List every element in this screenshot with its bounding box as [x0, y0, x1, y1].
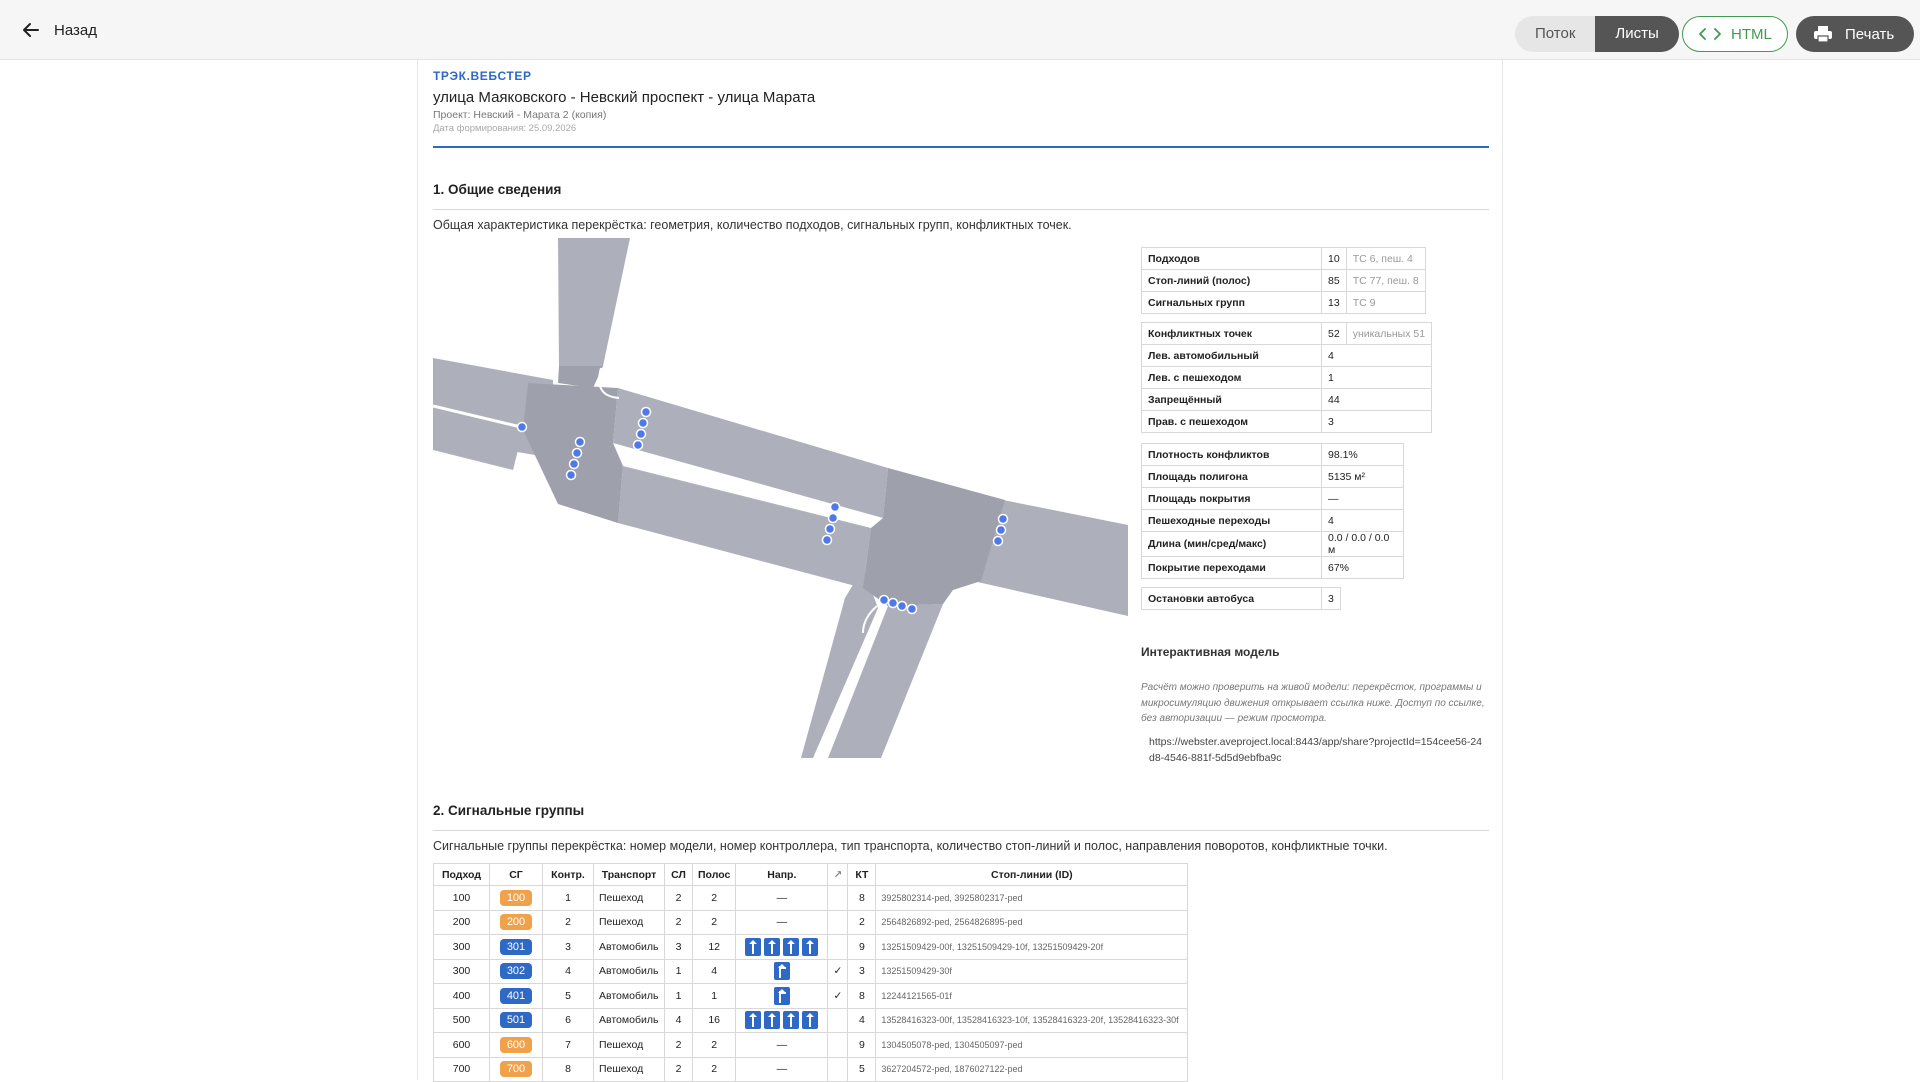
interactive-model-heading: Интерактивная модель — [1141, 645, 1280, 659]
controller-cell: 2 — [543, 910, 594, 935]
approach-cell: 700 — [434, 1057, 490, 1082]
conflict-points-cell: 8 — [848, 886, 876, 911]
table-row — [434, 1008, 1188, 1033]
approach-cell: 300 — [434, 935, 490, 960]
straight-arrow-icon — [802, 1011, 818, 1029]
back-label: Назад — [54, 21, 97, 39]
section-2-description: Сигнальные группы перекрёстка: номер модели, номер контроллера, тип транспорта, количество стоп-линий и полос, направления поворотов, конфликтные точки. — [433, 839, 1388, 853]
top-toolbar — [0, 0, 1920, 60]
lanes-cell: 2 — [693, 910, 736, 935]
signal-group-cell — [490, 910, 543, 935]
stop-lines-cell: 2 — [665, 910, 693, 935]
controller-cell: 6 — [543, 1008, 594, 1033]
section-1-heading: 1. Общие сведения — [433, 182, 562, 197]
direction-arrows — [745, 1011, 818, 1029]
print-label: Печать — [1845, 25, 1895, 43]
approach-cell: 300 — [434, 959, 490, 984]
free-turn-cell — [828, 1008, 848, 1033]
lanes-cell: 12 — [693, 935, 736, 960]
directions-cell: — — [736, 886, 828, 911]
table-row: Пешеходные переходы 4 — [1142, 510, 1404, 532]
back-button[interactable] — [22, 18, 97, 42]
signal-group-cell — [490, 1008, 543, 1033]
table-row — [434, 959, 1188, 984]
table-row — [434, 910, 1188, 935]
lanes-cell: 2 — [693, 1057, 736, 1082]
signal-group-cell — [490, 984, 543, 1009]
controller-cell: 8 — [543, 1057, 594, 1082]
approach-cell: 100 — [434, 886, 490, 911]
stats-table-conflicts — [1141, 322, 1432, 433]
stop-lines-cell: 2 — [665, 1033, 693, 1058]
transport-cell: Пешеход — [594, 910, 665, 935]
signal-group-badge: 100 — [500, 890, 532, 906]
tab-sheets[interactable]: Листы — [1595, 16, 1678, 52]
table-row: Покрытие переходами 67% — [1142, 557, 1404, 579]
stop-lines-cell: 2 — [665, 1057, 693, 1082]
conflict-points-cell: 9 — [848, 1033, 876, 1058]
straight-arrow-icon — [783, 1011, 799, 1029]
straight-arrow-icon — [745, 938, 761, 956]
stop-line-ids-cell: 2564826892-ped, 2564826895-ped — [876, 910, 1188, 935]
free-turn-cell: ✓ — [828, 984, 848, 1009]
table-row: Прав. с пешеходом 3 — [1142, 411, 1432, 433]
stop-line-ids-cell: 3627204572-ped, 1876027122-ped — [876, 1057, 1188, 1082]
directions-cell — [736, 1008, 828, 1033]
printer-icon — [1813, 25, 1833, 43]
col-transport: Транспорт — [594, 864, 665, 886]
print-button[interactable] — [1796, 16, 1914, 52]
col-conflict-points: КТ — [848, 864, 876, 886]
section-1-description: Общая характеристика перекрёстка: геометрия, количество подходов, сигнальных групп, конфликтных точек. — [433, 218, 1072, 232]
table-row: Площадь покрытия — — [1142, 488, 1404, 510]
controller-cell: 4 — [543, 959, 594, 984]
signal-group-badge: 200 — [500, 914, 532, 930]
straight-arrow-icon — [764, 1011, 780, 1029]
html-export-button[interactable] — [1682, 16, 1788, 52]
directions-cell: — — [736, 1033, 828, 1058]
conflict-points-cell: 3 — [848, 959, 876, 984]
col-free-turn: ↗ — [828, 864, 848, 886]
signal-group-cell — [490, 935, 543, 960]
table-row: Сигнальных групп 13 ТС 9 — [1142, 292, 1426, 314]
stop-lines-cell: 2 — [665, 886, 693, 911]
transport-cell: Пешеход — [594, 1033, 665, 1058]
stats-table-approaches — [1141, 247, 1426, 314]
arrow-left-icon — [22, 21, 40, 39]
direction-arrows — [745, 938, 818, 956]
signal-group-cell — [490, 1033, 543, 1058]
stop-lines-cell: 1 — [665, 984, 693, 1009]
lanes-cell: 2 — [693, 886, 736, 911]
signal-group-badge: 501 — [500, 1012, 532, 1028]
col-approach: Подход — [434, 864, 490, 886]
signal-group-cell — [490, 886, 543, 911]
section-2-divider — [433, 830, 1489, 831]
table-header-row — [434, 864, 1188, 886]
straight-arrow-icon — [783, 938, 799, 956]
col-controller: Контр. — [543, 864, 594, 886]
approach-cell: 400 — [434, 984, 490, 1009]
table-row — [434, 886, 1188, 911]
signal-group-badge: 600 — [500, 1037, 532, 1053]
controller-cell: 7 — [543, 1033, 594, 1058]
table-row: Площадь полигона 5135 м² — [1142, 466, 1404, 488]
brand-label: ТРЭК.ВЕБСТЕР — [433, 69, 532, 83]
table-row: Лев. с пешеходом 1 — [1142, 367, 1432, 389]
free-turn-cell — [828, 1033, 848, 1058]
table-row: Плотность конфликтов 98.1% — [1142, 444, 1404, 466]
lanes-cell: 1 — [693, 984, 736, 1009]
conflict-points-cell: 9 — [848, 935, 876, 960]
stop-line-ids-cell: 3925802314-ped, 3925802317-ped — [876, 886, 1188, 911]
col-signal-group: СГ — [490, 864, 543, 886]
lanes-cell: 16 — [693, 1008, 736, 1033]
table-row: Конфликтных точек 52 уникальных 51 — [1142, 323, 1432, 345]
table-row: Остановки автобуса 3 — [1142, 588, 1341, 610]
stop-line-ids-cell: 13251509429-00f, 13251509429-10f, 13251509429-20f — [876, 935, 1188, 960]
straight-arrow-icon — [764, 938, 780, 956]
transport-cell: Автомобиль — [594, 1008, 665, 1033]
generation-date: Дата формирования: 25.09.2026 — [433, 123, 577, 134]
stop-lines-cell: 1 — [665, 959, 693, 984]
table-row: Запрещённый 44 — [1142, 389, 1432, 411]
junction-areas — [523, 366, 1005, 606]
stop-line-ids-cell: 12244121565-01f — [876, 984, 1188, 1009]
table-row — [434, 1057, 1188, 1082]
signal-groups-table — [433, 863, 1188, 1082]
conflict-points-cell: 5 — [848, 1057, 876, 1082]
table-row: Длина (мин/сред/макс) 0.0 / 0.0 / 0.0 м — [1142, 532, 1404, 557]
directions-cell — [736, 935, 828, 960]
table-row — [434, 935, 1188, 960]
table-row: Подходов 10 ТС 6, пеш. 4 — [1142, 248, 1426, 270]
straight-arrow-icon — [802, 938, 818, 956]
transport-cell: Автомобиль — [594, 984, 665, 1009]
intersection-map — [433, 238, 1128, 758]
signal-groups-body — [434, 886, 1188, 1082]
conflict-points-cell: 2 — [848, 910, 876, 935]
lanes-cell: 4 — [693, 959, 736, 984]
col-stop-lines: СЛ — [665, 864, 693, 886]
col-directions: Напр. — [736, 864, 828, 886]
free-turn-cell — [828, 1057, 848, 1082]
controller-cell: 5 — [543, 984, 594, 1009]
table-row: Лев. автомобильный 4 — [1142, 345, 1432, 367]
road-surface — [433, 238, 1128, 758]
free-turn-cell: ✓ — [828, 959, 848, 984]
controller-cell: 1 — [543, 886, 594, 911]
report-sheet — [417, 60, 1503, 1080]
project-name: Проект: Невский - Марата 2 (копия) — [433, 109, 607, 121]
stop-lines-cell: 3 — [665, 935, 693, 960]
transport-cell: Пешеход — [594, 886, 665, 911]
free-turn-cell — [828, 935, 848, 960]
straight-arrow-icon — [745, 1011, 761, 1029]
signal-group-badge: 401 — [500, 988, 532, 1004]
header-divider — [433, 146, 1489, 148]
signal-group-badge: 700 — [500, 1061, 532, 1077]
conflict-points-cell: 8 — [848, 984, 876, 1009]
approach-cell: 600 — [434, 1033, 490, 1058]
directions-cell — [736, 959, 828, 984]
directions-cell — [736, 984, 828, 1009]
stats-table-geometry — [1141, 443, 1404, 579]
view-switch — [1515, 16, 1679, 52]
table-row — [434, 1033, 1188, 1058]
html-export-label: HTML — [1731, 25, 1772, 43]
signal-group-badge: 302 — [500, 963, 532, 979]
report-title: улица Маяковского - Невский проспект - улица Марата — [433, 89, 816, 106]
signal-group-cell — [490, 959, 543, 984]
turn-arrow-icon — [774, 987, 790, 1005]
signal-group-cell — [490, 1057, 543, 1082]
section-1-divider — [433, 209, 1489, 210]
signal-group-badge: 301 — [500, 939, 532, 955]
col-lanes: Полос — [693, 864, 736, 886]
table-row: Стоп-линий (полос) 85 ТС 77, пеш. 8 — [1142, 270, 1426, 292]
direction-arrows — [774, 962, 790, 980]
lanes-cell: 2 — [693, 1033, 736, 1058]
controller-cell: 3 — [543, 935, 594, 960]
tab-flow[interactable]: Поток — [1535, 25, 1576, 42]
stop-line-ids-cell: 13528416323-00f, 13528416323-10f, 13528416323-20f, 13528416323-30f — [876, 1008, 1188, 1033]
stop-lines-cell: 4 — [665, 1008, 693, 1033]
transport-cell: Автомобиль — [594, 959, 665, 984]
free-turn-cell — [828, 910, 848, 935]
stop-line-ids-cell: 13251509429-30f — [876, 959, 1188, 984]
stats-table-bus-stops — [1141, 587, 1341, 610]
free-turn-cell — [828, 886, 848, 911]
transport-cell: Пешеход — [594, 1057, 665, 1082]
approach-cell: 500 — [434, 1008, 490, 1033]
interactive-model-link[interactable]: https://webster.aveproject.local:8443/app/share?projectId=154cee56-24d8-4546-881f-5d5d9ebfba9c — [1149, 736, 1483, 764]
turn-arrow-icon — [774, 962, 790, 980]
section-2-heading: 2. Сигнальные группы — [433, 803, 585, 818]
transport-cell: Автомобиль — [594, 935, 665, 960]
conflict-points-cell: 4 — [848, 1008, 876, 1033]
code-icon — [1699, 27, 1721, 41]
direction-arrows — [774, 987, 790, 1005]
directions-cell: — — [736, 1057, 828, 1082]
table-row — [434, 984, 1188, 1009]
stop-line-ids-cell: 1304505078-ped, 1304505097-ped — [876, 1033, 1188, 1058]
col-stop-line-ids: Стоп-линии (ID) — [876, 864, 1188, 886]
approach-cell: 200 — [434, 910, 490, 935]
directions-cell: — — [736, 910, 828, 935]
interactive-model-note: Расчёт можно проверить на живой модели: перекрёсток, программы и микросимуляцию движения открывает ссылка ниже. Доступ по ссылке, без авторизации — режим просмотра. — [1141, 682, 1485, 724]
